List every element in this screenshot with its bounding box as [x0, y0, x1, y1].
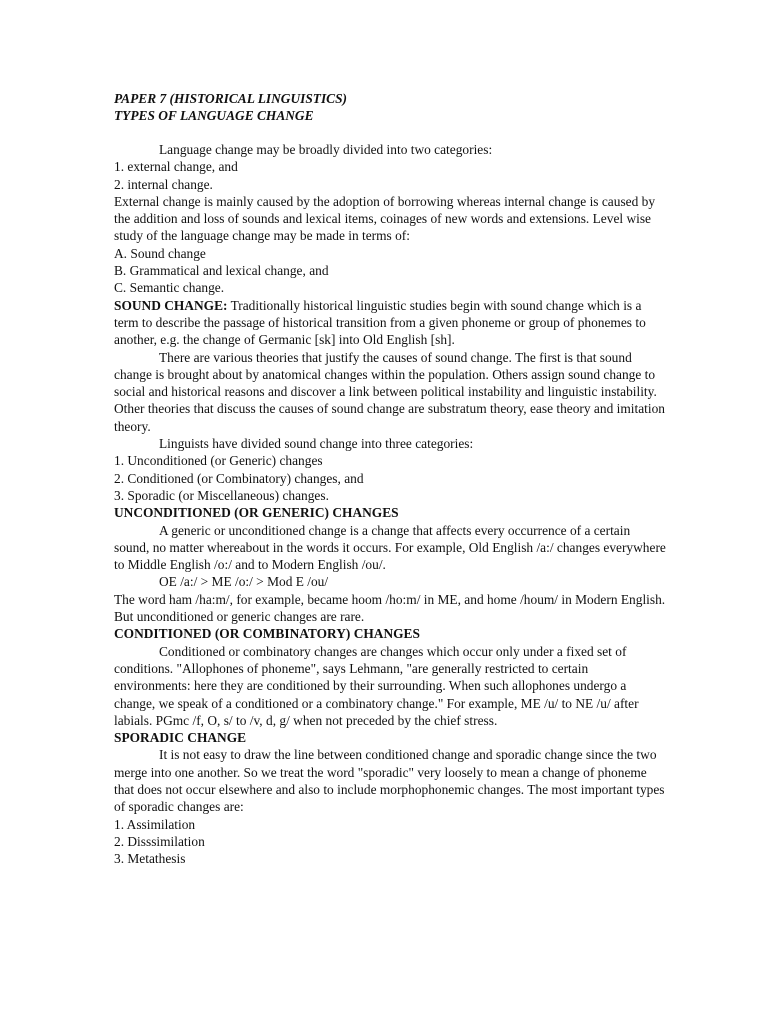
paper-subtitle: TYPES OF LANGUAGE CHANGE [114, 108, 314, 123]
conditioned-heading: CONDITIONED (OR COMBINATORY) CHANGES [114, 626, 420, 642]
list-item: 2. Disssimilation [114, 833, 205, 849]
unconditioned-heading: UNCONDITIONED (OR GENERIC) CHANGES [114, 505, 399, 521]
list-item: A. Sound change [114, 245, 206, 261]
list-item: C. Semantic change. [114, 280, 225, 296]
conditioned-paragraph: Conditioned or combinatory changes are changes which occur only under a fixed set of conditions. "Allophones of phoneme", says Lehmann, "are generally restricted to certain environments: here they are conditioned by their surrounding. When such allophones undergo a change, we speak of a conditioned or a combinatory change." For example, ME /u/ to NE /u/ after labials. PGmc /f, O, s/ to /v, d, g/ when not preceded by the chief stress. [114, 643, 639, 728]
linguists-paragraph: Linguists have divided sound change into three categories: [159, 436, 474, 452]
list-item: 3. Metathesis [114, 851, 186, 867]
theories-paragraph: There are various theories that justify the causes of sound change. The first is that sound change is brought about by anatomical changes within the population. Others assign sound change to social and historical reasons and discover a link between political instability and linguistic instability. Other theories that discuss the causes of sound change are substratum theory, ease theory and imitation theory. [114, 349, 665, 434]
spacer [114, 124, 668, 141]
external-change-paragraph: External change is mainly caused by the adoption of borrowing whereas internal change is caused by the addition and loss of sounds and lexical items, coinages of new words and extensions. Level wise study of the language change may be made in terms of: [114, 193, 656, 244]
list-item: 2. internal change. [114, 176, 213, 192]
unconditioned-paragraph: A generic or unconditioned change is a change that affects every occurrence of a certain sound, no matter whereabout in the words it occurs. For example, Old English /a:/ changes everywhere to Middle English /o:/ and to Modern English /ou/. [114, 522, 666, 573]
sound-change-text: Traditionally historical linguistic studies begin with sound change which is a term to describe the passage of historical transition from a given phoneme or group of phonemes to another, e.g. the change of Germanic [sk] into Old English [sh]. [114, 297, 646, 348]
list-item: B. Grammatical and lexical change, and [114, 263, 329, 279]
list-item: 1. external change, and [114, 159, 238, 175]
list-item: 2. Conditioned (or Combinatory) changes, and [114, 470, 364, 486]
sound-change-formula: OE /a:/ > ME /o:/ > Mod E /ou/ [159, 574, 329, 590]
sporadic-paragraph: It is not easy to draw the line between conditioned change and sporadic change since the two merge into one another. So we treat the word "sporadic" very loosely to mean a change of phoneme that does not occur elsewhere and also to include morphophonemic changes. The most important types of sporadic changes are: [114, 747, 665, 815]
list-item: 1. Assimilation [114, 816, 196, 832]
intro-paragraph: Language change may be broadly divided into two categories: [159, 142, 493, 157]
list-item: 1. Unconditioned (or Generic) changes [114, 453, 323, 469]
list-item: 3. Sporadic (or Miscellaneous) changes. [114, 487, 329, 503]
paper-title: PAPER 7 (HISTORICAL LINGUISTICS) [114, 91, 348, 106]
sound-change-paragraph [114, 297, 668, 349]
sound-change-heading: SOUND CHANGE: [114, 297, 228, 313]
unconditioned-example: The word ham /ha:m/, for example, became hoom /ho:m/ in ME, and home /houm/ in Modern English. But unconditioned or generic changes are rare. [114, 591, 666, 625]
sporadic-heading: SPORADIC CHANGE [114, 730, 247, 746]
